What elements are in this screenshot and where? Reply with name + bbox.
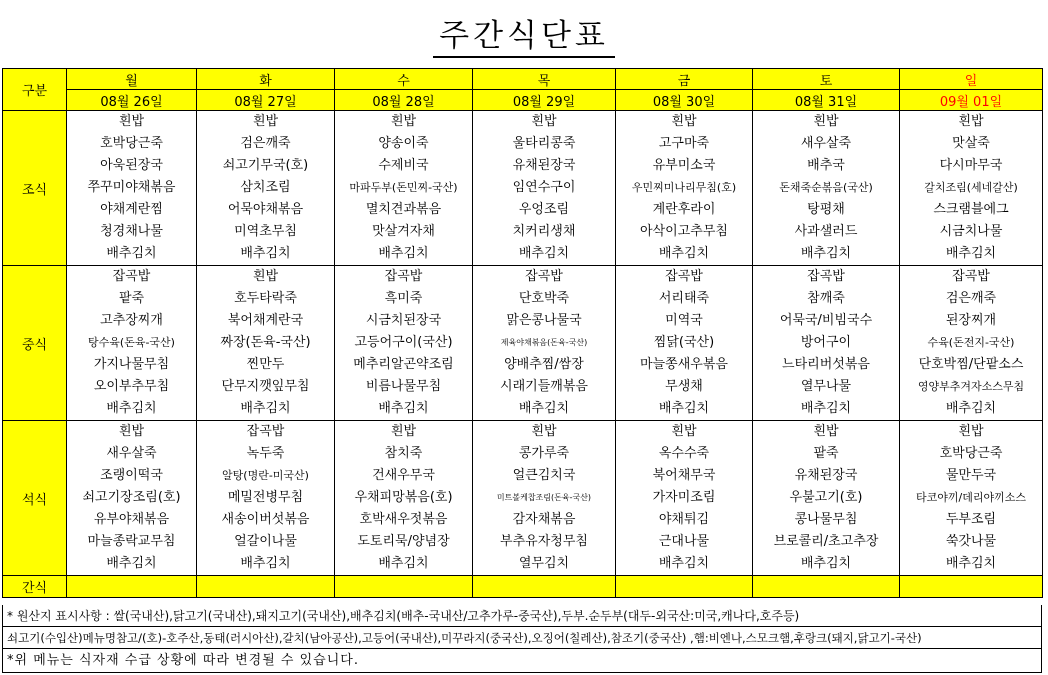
- menu-item: 메추리알곤약조림: [335, 354, 473, 376]
- menu-item: 시래기들깨볶음: [473, 376, 616, 398]
- menu-item: 탕수육(돈육-국산): [67, 332, 197, 354]
- meal-row: [3, 531, 1043, 553]
- menu-item: 새우살죽: [753, 133, 900, 155]
- menu-item: 옥수수죽: [616, 443, 753, 465]
- menu-item: 오이부추무침: [67, 376, 197, 398]
- menu-item: 배추김치: [753, 398, 900, 421]
- menu-item: 잡곡밥: [900, 266, 1043, 289]
- menu-item: 흰밥: [616, 421, 753, 444]
- menu-item: 수제비국: [335, 155, 473, 177]
- meal-row: [3, 133, 1043, 155]
- date-header: 08월 26일: [67, 90, 197, 111]
- menu-item: 미트볼케찹조림(돈육-국산): [473, 487, 616, 509]
- menu-item: 어묵국/비빔국수: [753, 310, 900, 332]
- menu-item: 배추국: [753, 155, 900, 177]
- menu-item: 흰밥: [197, 111, 335, 134]
- date-header: 09월 01일: [900, 90, 1043, 111]
- header-day-row: [3, 69, 1043, 90]
- menu-item: 방어구이: [753, 332, 900, 354]
- menu-item: 얼갈이나물: [197, 531, 335, 553]
- menu-item: 배추김치: [753, 243, 900, 266]
- menu-item: 흑미죽: [335, 288, 473, 310]
- menu-item: 가자미조림: [616, 487, 753, 509]
- menu-item: 두부조림: [900, 509, 1043, 531]
- menu-item: 배추김치: [67, 243, 197, 266]
- menu-item: 사과샐러드: [753, 221, 900, 243]
- menu-item: 삼치조림: [197, 177, 335, 199]
- menu-item: 고추장찌개: [67, 310, 197, 332]
- menu-item: 맑은콩나물국: [473, 310, 616, 332]
- menu-item: 단호박죽: [473, 288, 616, 310]
- menu-item: 배추김치: [67, 398, 197, 421]
- menu-item: 느타리버섯볶음: [753, 354, 900, 376]
- date-header: 08월 29일: [473, 90, 616, 111]
- origin-note-line-1: * 원산지 표시사항 : 쌀(국내산),닭고기(국내산),돼지고기(국내산),배추김치(배추-국내산/고추가루-중국산),두부.순두부(대두-외국산:미국,캐나다,호주등): [2, 605, 1042, 627]
- menu-item: 호박당근죽: [67, 133, 197, 155]
- menu-item: 배추김치: [900, 243, 1043, 266]
- day-header: 수: [335, 69, 473, 90]
- meal-row: [3, 332, 1043, 354]
- meal-row: [3, 221, 1043, 243]
- menu-item: 콩나물무침: [753, 509, 900, 531]
- menu-item: 북어채계란국: [197, 310, 335, 332]
- menu-item: 수육(돈전지-국산): [900, 332, 1043, 354]
- snack-row: [3, 576, 1043, 598]
- menu-item: 계란후라이: [616, 199, 753, 221]
- menu-item: 열무김치: [473, 553, 616, 576]
- menu-item: 서리태죽: [616, 288, 753, 310]
- menu-item: 참깨죽: [753, 288, 900, 310]
- menu-item: 북어채무국: [616, 465, 753, 487]
- menu-item: 야채계란찜: [67, 199, 197, 221]
- menu-item: 마늘쫑새우볶음: [616, 354, 753, 376]
- menu-item: 야채튀김: [616, 509, 753, 531]
- meal-row: [3, 243, 1043, 266]
- snack-cell: [335, 576, 473, 598]
- menu-item: 배추김치: [197, 243, 335, 266]
- menu-item: 콩가루죽: [473, 443, 616, 465]
- menu-item: 우불고기(호): [753, 487, 900, 509]
- menu-item: 배추김치: [473, 398, 616, 421]
- menu-item: 갈치조림(세네갈산): [900, 177, 1043, 199]
- menu-item: 찜닭(국산): [616, 332, 753, 354]
- day-header: 화: [197, 69, 335, 90]
- menu-item: 멸치견과볶음: [335, 199, 473, 221]
- menu-item: 찐만두: [197, 354, 335, 376]
- menu-item: 새송이버섯볶음: [197, 509, 335, 531]
- menu-item: 무생채: [616, 376, 753, 398]
- meal-row: [3, 354, 1043, 376]
- meal-row: [3, 111, 1043, 134]
- meal-row: [3, 310, 1043, 332]
- meal-row: [3, 177, 1043, 199]
- menu-item: 마늘종락교무침: [67, 531, 197, 553]
- meal-row: [3, 421, 1043, 444]
- menu-item: 배추김치: [335, 398, 473, 421]
- menu-item: 맛살겨자채: [335, 221, 473, 243]
- menu-item: 조랭이떡국: [67, 465, 197, 487]
- menu-item: 배추김치: [335, 553, 473, 576]
- snack-label: 간식: [3, 576, 67, 598]
- menu-item: 스크램블에그: [900, 199, 1043, 221]
- meal-row: [3, 398, 1043, 421]
- menu-item: 우엉조림: [473, 199, 616, 221]
- menu-item: 고등어구이(국산): [335, 332, 473, 354]
- menu-item: 녹두죽: [197, 443, 335, 465]
- menu-item: 팥죽: [753, 443, 900, 465]
- menu-item: 흰밥: [900, 111, 1043, 134]
- menu-item: 치커리생채: [473, 221, 616, 243]
- meal-row: [3, 266, 1043, 289]
- menu-item: 흰밥: [753, 421, 900, 444]
- menu-item: 배추김치: [900, 398, 1043, 421]
- menu-item: 양송이죽: [335, 133, 473, 155]
- menu-item: 배추김치: [197, 553, 335, 576]
- menu-item: 가지나물무침: [67, 354, 197, 376]
- menu-item: 얼큰김치국: [473, 465, 616, 487]
- menu-item: 호박당근죽: [900, 443, 1043, 465]
- day-header: 일: [900, 69, 1043, 90]
- menu-item: 흰밥: [616, 111, 753, 134]
- meal-row: [3, 288, 1043, 310]
- menu-item: 유채된장국: [753, 465, 900, 487]
- menu-item: 흰밥: [753, 111, 900, 134]
- meal-row: [3, 155, 1043, 177]
- category-header: 구분: [3, 69, 67, 111]
- meal-row: [3, 465, 1043, 487]
- snack-cell: [753, 576, 900, 598]
- menu-item: 쭈꾸미야채볶음: [67, 177, 197, 199]
- menu-item: 미역초무침: [197, 221, 335, 243]
- menu-item: 잡곡밥: [67, 266, 197, 289]
- meal-row: [3, 487, 1043, 509]
- snack-cell: [900, 576, 1043, 598]
- menu-item: 쇠고기무국(호): [197, 155, 335, 177]
- menu-item: 새우살죽: [67, 443, 197, 465]
- date-header: 08월 30일: [616, 90, 753, 111]
- meal-row: [3, 553, 1043, 576]
- menu-item: 양배추찜/쌈장: [473, 354, 616, 376]
- menu-item: 근대나물: [616, 531, 753, 553]
- menu-item: 영양부추겨자소스무침: [900, 376, 1043, 398]
- menu-item: 탕평채: [753, 199, 900, 221]
- date-header: 08월 31일: [753, 90, 900, 111]
- day-header: 토: [753, 69, 900, 90]
- menu-item: 흰밥: [473, 421, 616, 444]
- menu-item: 흰밥: [900, 421, 1043, 444]
- menu-item: 배추김치: [753, 553, 900, 576]
- menu-item: 감자채볶음: [473, 509, 616, 531]
- menu-item: 짜장(돈육-국산): [197, 332, 335, 354]
- menu-item: 배추김치: [616, 553, 753, 576]
- menu-item: 배추김치: [900, 553, 1043, 576]
- meal-row: [3, 199, 1043, 221]
- menu-item: 단무지깻잎무침: [197, 376, 335, 398]
- menu-item: 우민찌미나리무침(호): [616, 177, 753, 199]
- menu-item: 배추김치: [335, 243, 473, 266]
- menu-item: 도토리묵/양념장: [335, 531, 473, 553]
- menu-item: 돈채죽순볶음(국산): [753, 177, 900, 199]
- menu-item: 쑥갓나물: [900, 531, 1043, 553]
- meal-row: [3, 509, 1043, 531]
- menu-item: 타코야끼/데리야끼소스: [900, 487, 1043, 509]
- snack-cell: [473, 576, 616, 598]
- menu-item: 배추김치: [197, 398, 335, 421]
- menu-item: 배추김치: [616, 243, 753, 266]
- day-header: 월: [67, 69, 197, 90]
- menu-item: 배추김치: [616, 398, 753, 421]
- menu-item: 된장찌개: [900, 310, 1043, 332]
- snack-cell: [616, 576, 753, 598]
- menu-item: 아삭이고추무침: [616, 221, 753, 243]
- meal-row: [3, 443, 1043, 465]
- origin-note-line-2: 쇠고기(수입산)메뉴명참고/(호)-호주산,동태(러시아산),갈치(남아공산),고등어(국내산),미꾸라지(중국산),오징어(칠레산),참조기(중국산) ,햄:비엔나,스모크햄,후랑크(돼지,닭고기-국산): [2, 627, 1042, 649]
- menu-item: 마파두부(돈민찌-국산): [335, 177, 473, 199]
- menu-item: 물만두국: [900, 465, 1043, 487]
- menu-item: 유부야채볶음: [67, 509, 197, 531]
- menu-item: 참치죽: [335, 443, 473, 465]
- menu-item: 잡곡밥: [616, 266, 753, 289]
- menu-item: 흰밥: [67, 421, 197, 444]
- date-header: 08월 27일: [197, 90, 335, 111]
- menu-item: 호두타락죽: [197, 288, 335, 310]
- menu-item: 비름나물무침: [335, 376, 473, 398]
- menu-item: 메밀전병무침: [197, 487, 335, 509]
- header-date-row: [3, 90, 1043, 111]
- menu-item: 어묵야채볶음: [197, 199, 335, 221]
- menu-item: 단호박찜/단팥소스: [900, 354, 1043, 376]
- menu-item: 청경채나물: [67, 221, 197, 243]
- menu-item: 울타리콩죽: [473, 133, 616, 155]
- snack-cell: [67, 576, 197, 598]
- menu-item: 시금치나물: [900, 221, 1043, 243]
- menu-item: 임연수구이: [473, 177, 616, 199]
- meal-label: 석식: [3, 421, 67, 576]
- menu-item: 팥죽: [67, 288, 197, 310]
- weekly-menu-table: [2, 68, 1043, 598]
- menu-item: 잡곡밥: [473, 266, 616, 289]
- menu-item: 흰밥: [335, 111, 473, 134]
- page-title-text: 주간식단표: [433, 16, 615, 58]
- menu-item: 유부미소국: [616, 155, 753, 177]
- menu-item: 미역국: [616, 310, 753, 332]
- menu-item: 시금치된장국: [335, 310, 473, 332]
- menu-item: 열무나물: [753, 376, 900, 398]
- menu-item: 아욱된장국: [67, 155, 197, 177]
- page-title: [0, 14, 1048, 58]
- menu-item: 우채피망볶음(호): [335, 487, 473, 509]
- menu-item: 호박새우젓볶음: [335, 509, 473, 531]
- menu-item: 검은깨죽: [900, 288, 1043, 310]
- menu-item: 흰밥: [473, 111, 616, 134]
- notes-section: [2, 605, 1042, 673]
- menu-item: 맛살죽: [900, 133, 1043, 155]
- day-header: 목: [473, 69, 616, 90]
- meal-label: 조식: [3, 111, 67, 266]
- date-header: 08월 28일: [335, 90, 473, 111]
- menu-item: 흰밥: [67, 111, 197, 134]
- meal-label: 중식: [3, 266, 67, 421]
- menu-item: 고구마죽: [616, 133, 753, 155]
- menu-item: 알탕(명란-미국산): [197, 465, 335, 487]
- meal-row: [3, 376, 1043, 398]
- disclaimer-note: *위 메뉴는 식자재 수급 상황에 따라 변경될 수 있습니다.: [2, 649, 1042, 673]
- menu-item: 잡곡밥: [335, 266, 473, 289]
- menu-item: 제육야채볶음(돈육-국산): [473, 332, 616, 354]
- menu-item: 흰밥: [335, 421, 473, 444]
- menu-item: 잡곡밥: [197, 421, 335, 444]
- menu-item: 유채된장국: [473, 155, 616, 177]
- menu-item: 배추김치: [67, 553, 197, 576]
- menu-item: 잡곡밥: [753, 266, 900, 289]
- menu-item: 배추김치: [473, 243, 616, 266]
- menu-item: 검은깨죽: [197, 133, 335, 155]
- menu-item: 다시마무국: [900, 155, 1043, 177]
- day-header: 금: [616, 69, 753, 90]
- menu-item: 브로콜리/초고추장: [753, 531, 900, 553]
- snack-cell: [197, 576, 335, 598]
- menu-item: 부추유자청무침: [473, 531, 616, 553]
- menu-item: 쇠고기장조림(호): [67, 487, 197, 509]
- menu-item: 건새우무국: [335, 465, 473, 487]
- menu-item: 흰밥: [197, 266, 335, 289]
